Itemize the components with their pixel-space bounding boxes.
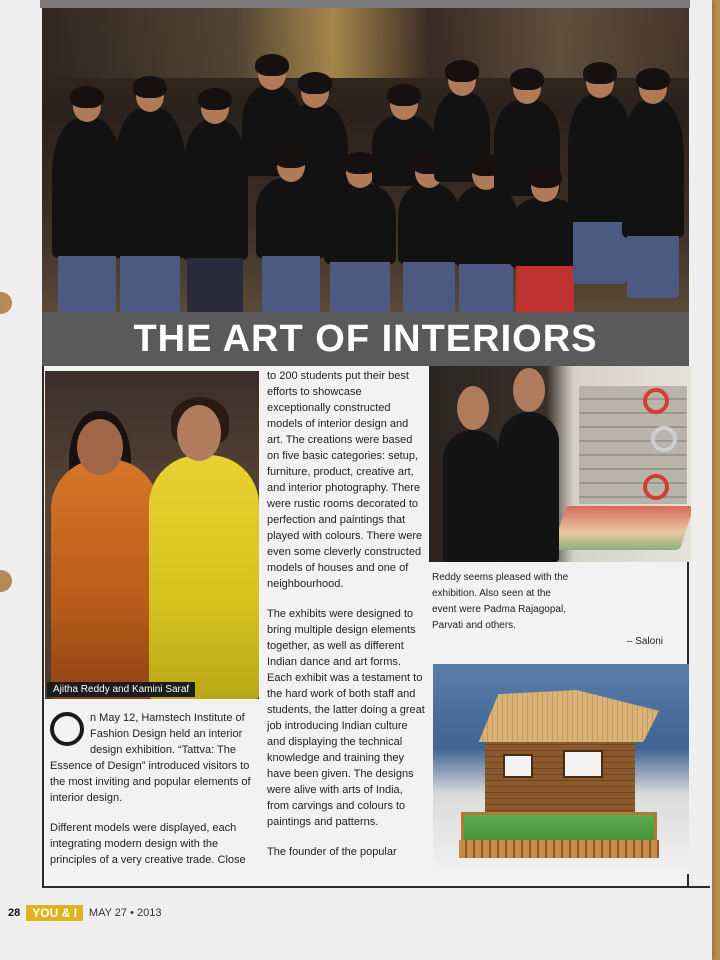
guests-photo: [45, 371, 259, 699]
binder-hole: [0, 570, 12, 592]
title-banner: [42, 312, 689, 366]
student-figure: [182, 120, 248, 260]
photo-caption: Ajitha Reddy and Kamini Saraf: [47, 682, 195, 697]
student-figure: [114, 108, 186, 258]
body-paragraph: The founder of the popular: [267, 846, 397, 858]
group-photo: [42, 8, 689, 312]
decor-ring: [643, 474, 669, 500]
top-strip: [40, 0, 690, 8]
body-paragraph: The exhibits were designed to bring multiple design elements together, as well as different Indian dance and art forms. Each exhibit was a testament to the hard work of both staff and students, the latter doing a great job introducing Indian culture and displaying the technical knowledge and training they have been given. The designs were alive with arts of India, from carvings and colours to paintings and patterns.: [267, 608, 425, 828]
decor-ring: [643, 388, 669, 414]
body-paragraph: to 200 students put their best efforts to showcase exceptionally constructed models of interior design and art. The creations were based on five basic categories: setup, furniture, product, creative art, and interior photography. There were rustic rooms decorated to perfection and paintings that played with colours. There were even some cleverly constructed models of houses and one of neighbourhood.: [267, 370, 423, 590]
article-title: THE ART OF INTERIORS: [133, 317, 598, 360]
article-column-2: [267, 368, 427, 874]
page-footer: [8, 904, 161, 922]
body-paragraph: Different models were displayed, each integrating modern design with the principles of a very creative trade. Close: [50, 822, 246, 866]
right-photo-caption: [432, 570, 687, 660]
students-photo: [429, 366, 691, 562]
house-window: [503, 754, 533, 778]
house-window: [563, 750, 603, 778]
house-roof: [463, 690, 659, 742]
student-figure: [443, 430, 503, 562]
student-figure: [499, 412, 559, 562]
drop-cap-o: [50, 712, 84, 746]
student-figure: [256, 178, 326, 258]
caption-line: Reddy seems pleased with the: [432, 572, 569, 583]
footer-rule: [42, 886, 710, 888]
neighbourhood-model: [552, 506, 691, 550]
student-figure: [324, 184, 396, 264]
binder-hole: [0, 292, 12, 314]
author-credit: – Saloni: [626, 636, 663, 647]
caption-line: exhibition. Also seen at the: [432, 588, 551, 599]
student-figure: [622, 100, 684, 238]
decor-ring: [651, 426, 677, 452]
house-fence: [459, 840, 659, 858]
page-number: 28: [8, 907, 21, 919]
student-figure: [398, 184, 460, 264]
woman-yellow-dress: [149, 455, 259, 699]
woman-orange-dress: [51, 459, 159, 699]
magazine-name: YOU & I: [26, 905, 83, 921]
student-figure: [52, 118, 122, 258]
issue-date: MAY 27 • 2013: [88, 907, 162, 919]
house-model-photo: [433, 664, 689, 874]
article-column-1: [50, 710, 260, 882]
student-figure: [454, 186, 518, 266]
intro-paragraph: n May 12, Hamstech Institute of Fashion Design held an interior design exhibition. “Tattva: The Essence of Design” introduced visitors to the most inviting and popular elements of interior design.: [50, 712, 251, 804]
caption-line: Parvati and others.: [432, 620, 516, 631]
caption-line: event were Padma Rajagopal,: [432, 604, 566, 615]
